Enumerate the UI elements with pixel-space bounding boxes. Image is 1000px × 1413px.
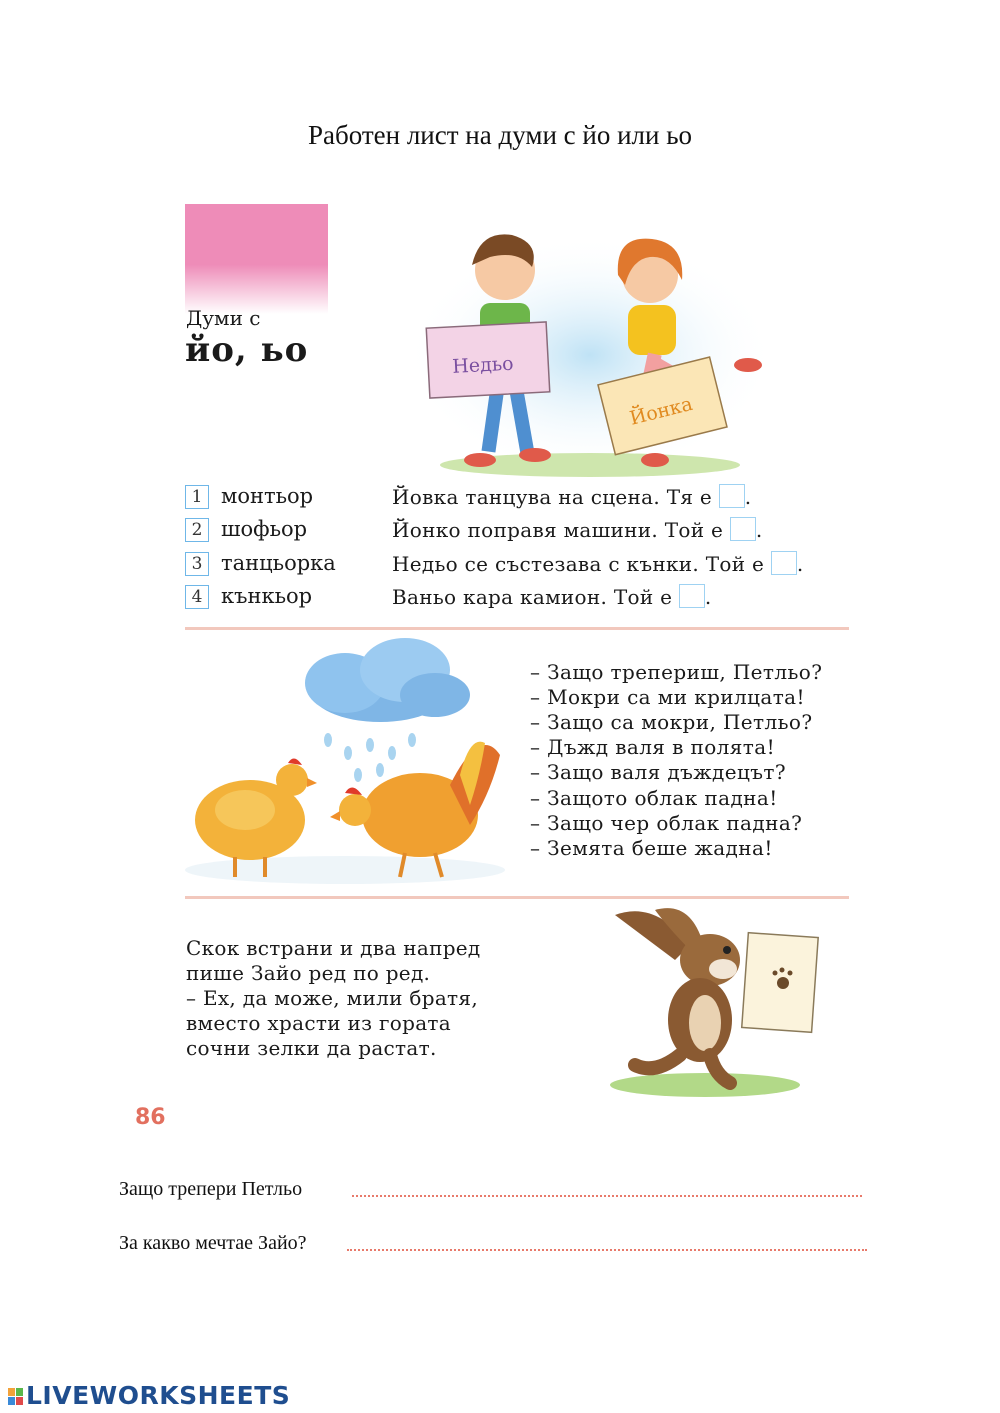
rabbit xyxy=(615,908,740,1083)
sentence-4 xyxy=(392,584,712,609)
sentence-3 xyxy=(392,551,803,576)
dialog-line-2: – Мокри са ми крилцата! xyxy=(530,685,805,709)
question-1-label: Защо трепери Петльо xyxy=(119,1178,303,1200)
word-number-2: 2 xyxy=(185,518,209,542)
word-number-3: 3 xyxy=(185,552,209,576)
poem-line-1: Скок встрани и два напред xyxy=(186,936,481,960)
dialog-line-8: – Земята беше жадна! xyxy=(530,836,773,860)
sentence-2-end: . xyxy=(755,518,763,542)
answer-box-1[interactable] xyxy=(719,484,745,508)
heading-color-block xyxy=(185,204,328,314)
dialog-line-3: – Защо са мокри, Петльо? xyxy=(530,710,813,734)
brand-logo[interactable] xyxy=(8,1381,290,1410)
kids-illustration xyxy=(400,225,780,480)
rabbit-illustration xyxy=(595,905,835,1100)
sentence-1-end: . xyxy=(744,485,752,509)
raindrops xyxy=(324,733,416,782)
sign-boy-text: Недьо xyxy=(451,352,515,378)
answer-box-3[interactable] xyxy=(771,551,797,575)
section-divider-1 xyxy=(185,627,849,630)
sentence-4-text: Ваньо кара камион. Той е xyxy=(392,585,673,609)
poem-line-5: сочни зелки да растат. xyxy=(186,1036,437,1060)
word-4: кънкьор xyxy=(221,584,313,608)
poem-line-3: – Ех, да може, мили братя, xyxy=(186,986,478,1010)
section-divider-2 xyxy=(185,896,849,899)
sentence-4-end: . xyxy=(704,585,712,609)
question-2-label: За какво мечтае Зайо? xyxy=(119,1232,307,1254)
sentence-3-end: . xyxy=(796,552,804,576)
question-2-answer-line[interactable] xyxy=(347,1247,867,1251)
dialog-line-4: – Дъжд валя в полята! xyxy=(530,735,776,759)
chickens-illustration xyxy=(180,635,510,885)
page-number: 86 xyxy=(135,1105,166,1130)
poem-line-2: пише Зайо ред по ред. xyxy=(186,961,431,985)
heading-big: йо, ьо xyxy=(185,330,309,370)
sentence-1-text: Йовка танцува на сцена. Тя е xyxy=(392,485,713,509)
heading-small: Думи с xyxy=(186,306,261,330)
dialog-line-7: – Защо чер облак падна? xyxy=(530,811,803,835)
dialog-line-5: – Защо валя дъждецът? xyxy=(530,760,786,784)
poem-line-4: вместо храсти из гората xyxy=(186,1011,452,1035)
dialog-line-6: – Защото облак падна! xyxy=(530,786,778,810)
worksheet-title: Работен лист на думи с йо или ьо xyxy=(307,120,693,150)
rain-cloud xyxy=(305,638,470,722)
sentence-2-text: Йонко поправя машини. Той е xyxy=(392,518,724,542)
sentence-1 xyxy=(392,484,751,509)
word-number-1: 1 xyxy=(185,485,209,509)
word-2: шофьор xyxy=(221,517,308,541)
sign-girl-text: Йонка xyxy=(627,392,695,430)
sentence-2 xyxy=(392,517,763,542)
answer-box-4[interactable] xyxy=(679,584,705,608)
question-1-answer-line[interactable] xyxy=(352,1193,862,1197)
brand-name: LIVEWORKSHEETS xyxy=(26,1381,291,1410)
word-number-4: 4 xyxy=(185,585,209,609)
answer-box-2[interactable] xyxy=(730,517,756,541)
word-3: танцьорка xyxy=(221,551,336,575)
word-1: монтьор xyxy=(221,484,314,508)
sentence-3-text: Недьо се състезава с кънки. Той е xyxy=(392,552,765,576)
dialog-line-1: – Защо трепериш, Петльо? xyxy=(530,660,823,684)
logo-blocks-icon xyxy=(8,1388,24,1406)
